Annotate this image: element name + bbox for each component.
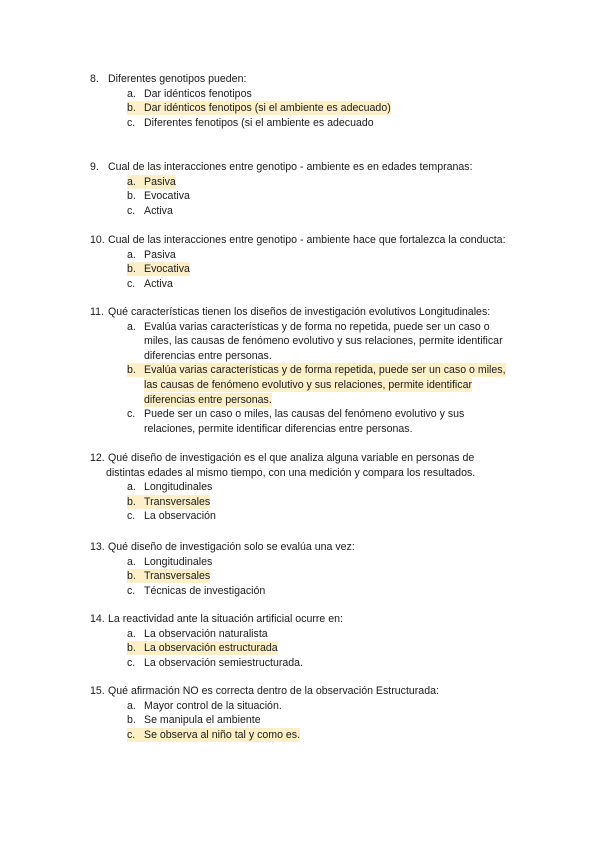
option-text: Técnicas de investigación bbox=[144, 584, 266, 597]
option-text: Evalúa varias características y de forma no repetida, puede ser un caso o bbox=[144, 320, 490, 333]
question-number: 8. bbox=[90, 73, 99, 85]
question-stem: Qué diseño de investigación solo se evalúa una vez: bbox=[108, 541, 355, 553]
option-letter: a. bbox=[127, 248, 136, 261]
option-letter: c. bbox=[127, 408, 136, 421]
question-number: 10. bbox=[90, 234, 105, 246]
option-letter: b. bbox=[127, 495, 144, 509]
option-text: Activa bbox=[144, 204, 173, 217]
option-letter: c. bbox=[127, 728, 144, 742]
option-text: Evocativa bbox=[144, 263, 190, 276]
option-text: Activa bbox=[144, 277, 173, 290]
option-letter: a. bbox=[127, 320, 136, 333]
question-stem: La reactividad ante la situación artificial ocurre en: bbox=[108, 613, 343, 625]
question-stem: Cual de las interacciones entre genotipo - ambiente es en edades tempranas: bbox=[108, 161, 473, 173]
option-letter: c. bbox=[127, 116, 136, 129]
option-text: La observación estructurada bbox=[144, 642, 278, 655]
option-letter: c. bbox=[127, 584, 136, 597]
option-text: La observación bbox=[144, 510, 216, 523]
option-text: diferencias entre personas. bbox=[144, 393, 272, 406]
option-text: Longitudinales bbox=[144, 555, 213, 568]
option-text: Dar idénticos fenotipos bbox=[144, 87, 252, 100]
option-text: Transversales bbox=[144, 570, 211, 583]
question-stem: Qué diseño de investigación es el que analiza alguna variable en personas de bbox=[108, 452, 475, 464]
question-number: 11. bbox=[90, 306, 104, 318]
option-letter: b. bbox=[127, 569, 144, 583]
option-letter: a. bbox=[127, 87, 136, 100]
option-letter: a. bbox=[127, 627, 136, 640]
option-text: las causas de fenómeno evolutivo y sus relaciones, permite identificar bbox=[144, 379, 472, 391]
question-stem: distintas edades al mismo tiempo, con una medición y compara los resultados. bbox=[106, 466, 476, 479]
question-number: 15. bbox=[90, 685, 105, 697]
option-text: Dar idénticos fenotipos (si el ambiente es adecuado) bbox=[144, 102, 391, 115]
option-text: Diferentes fenotipos (si el ambiente es adecuado bbox=[144, 116, 374, 129]
option-text: Pasiva bbox=[144, 175, 176, 188]
option-letter: c. bbox=[127, 656, 136, 669]
option-letter: b. bbox=[127, 363, 144, 377]
option-text: Transversales bbox=[144, 495, 211, 508]
option-letter: b. bbox=[127, 714, 136, 727]
option-letter: b. bbox=[127, 190, 136, 203]
option-letter: b. bbox=[127, 101, 144, 115]
question-number: 14. bbox=[90, 613, 105, 625]
option-text: Puede ser un caso o miles, las causas del fenómeno evolutivo y sus bbox=[144, 408, 465, 421]
option-letter: c. bbox=[127, 510, 136, 523]
question-number: 9. bbox=[90, 161, 99, 173]
option-letter: b. bbox=[127, 641, 144, 655]
option-letter: a. bbox=[127, 555, 136, 568]
option-letter: a. bbox=[127, 481, 136, 494]
question-stem: Qué características tienen los diseños de investigación evolutivos Longitudinales: bbox=[108, 306, 491, 318]
option-text: miles, las causas de fenómeno evolutivo y sus relaciones, permite identificar bbox=[144, 335, 503, 348]
question-stem: Qué afirmación NO es correcta dentro de la observación Estructurada: bbox=[108, 685, 439, 697]
option-text: Se observa al niño tal y como es. bbox=[144, 728, 301, 741]
question-number: 13. bbox=[90, 541, 105, 553]
option-text: Mayor control de la situación. bbox=[144, 699, 282, 712]
option-letter: a. bbox=[127, 699, 136, 712]
option-letter: c. bbox=[127, 204, 136, 217]
option-text: Pasiva bbox=[144, 248, 176, 261]
option-letter: b. bbox=[127, 262, 144, 276]
question-stem: Cual de las interacciones entre genotipo - ambiente hace que fortalezca la conducta: bbox=[108, 234, 506, 246]
question-stem: Diferentes genotipos pueden: bbox=[108, 73, 247, 85]
option-text: Longitudinales bbox=[144, 481, 213, 494]
option-text: relaciones, permite identificar diferencias entre personas. bbox=[144, 422, 413, 435]
option-letter: a. bbox=[127, 175, 144, 189]
question-number: 12. bbox=[90, 452, 105, 464]
option-text: La observación semiestructurada. bbox=[144, 656, 303, 669]
option-letter: c. bbox=[127, 277, 136, 290]
option-text: Evocativa bbox=[144, 190, 190, 203]
option-text: diferencias entre personas. bbox=[144, 349, 272, 362]
option-text: La observación naturalista bbox=[144, 627, 268, 640]
option-text: Se manipula el ambiente bbox=[144, 714, 261, 727]
option-text: Evalúa varias características y de forma repetida, puede ser un caso o miles, bbox=[144, 364, 506, 377]
